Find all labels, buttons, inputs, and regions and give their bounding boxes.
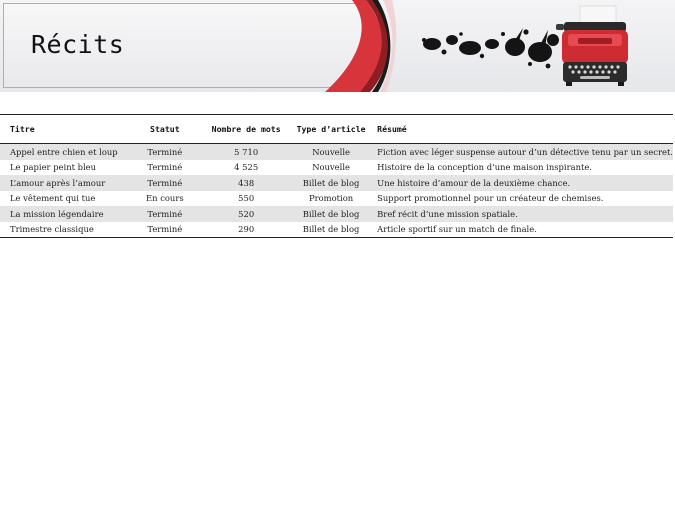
cell-words: 290 <box>238 224 255 235</box>
table-row[interactable] <box>0 222 673 238</box>
cell-type: Billet de blog <box>302 224 360 235</box>
column-header-words[interactable]: Nombre de mots <box>197 115 295 144</box>
column-header-summary[interactable]: Résumé <box>367 115 673 144</box>
cell-title: Le vêtement qui tue <box>10 193 96 204</box>
cell-words: 520 <box>197 206 295 222</box>
banner-art <box>0 0 675 92</box>
cell-title: L’amour après l’amour <box>0 175 132 191</box>
swoosh-decoration <box>325 0 396 92</box>
cell-type: Promotion <box>308 193 354 204</box>
cell-status: Terminé <box>132 206 197 222</box>
cell-summary: Support promotionnel pour un créateur de chemises. <box>377 193 604 204</box>
cell-status: Terminé <box>132 144 197 160</box>
cell-summary: Article sportif sur un match de finale. <box>377 224 537 235</box>
table-header-row <box>0 115 673 144</box>
cell-title: La mission légendaire <box>0 206 132 222</box>
cell-summary: Fiction avec léger suspense autour d’un détective tenu par un secret. <box>367 144 673 160</box>
cell-status: Terminé <box>147 162 183 173</box>
column-header-title[interactable]: Titre <box>0 115 132 144</box>
cell-type: Billet de blog <box>295 206 367 222</box>
table-row[interactable] <box>0 206 673 222</box>
table-row[interactable] <box>0 144 673 160</box>
cell-words: 4 525 <box>234 162 259 173</box>
cell-words: 438 <box>197 175 295 191</box>
page-title: Récits <box>31 30 125 59</box>
cell-status: Terminé <box>132 175 197 191</box>
cell-words: 5 710 <box>197 144 295 160</box>
cell-title: Trimestre classique <box>10 224 94 235</box>
column-header-type[interactable]: Type d’article <box>295 115 367 144</box>
table-row[interactable] <box>0 160 673 176</box>
cell-type: Nouvelle <box>312 162 350 173</box>
cell-summary: Bref récit d’une mission spatiale. <box>367 206 673 222</box>
cell-words: 550 <box>238 193 255 204</box>
cell-status: Terminé <box>147 224 183 235</box>
typewriter-icon <box>556 6 628 86</box>
table-row[interactable] <box>0 175 673 191</box>
cell-summary: Une histoire d’amour de la deuxième chance. <box>367 175 673 191</box>
cell-status: En cours <box>146 193 184 204</box>
cell-title: Appel entre chien et loup <box>0 144 132 160</box>
ink-splatter-icon <box>422 28 559 68</box>
header-banner <box>0 0 675 92</box>
cell-summary: Histoire de la conception d’une maison inspirante. <box>377 162 592 173</box>
column-header-status[interactable]: Statut <box>132 115 197 144</box>
cell-type: Nouvelle <box>295 144 367 160</box>
table-row[interactable] <box>0 191 673 207</box>
stories-table <box>0 114 673 238</box>
cell-type: Billet de blog <box>295 175 367 191</box>
cell-title: Le papier peint bleu <box>10 162 97 173</box>
